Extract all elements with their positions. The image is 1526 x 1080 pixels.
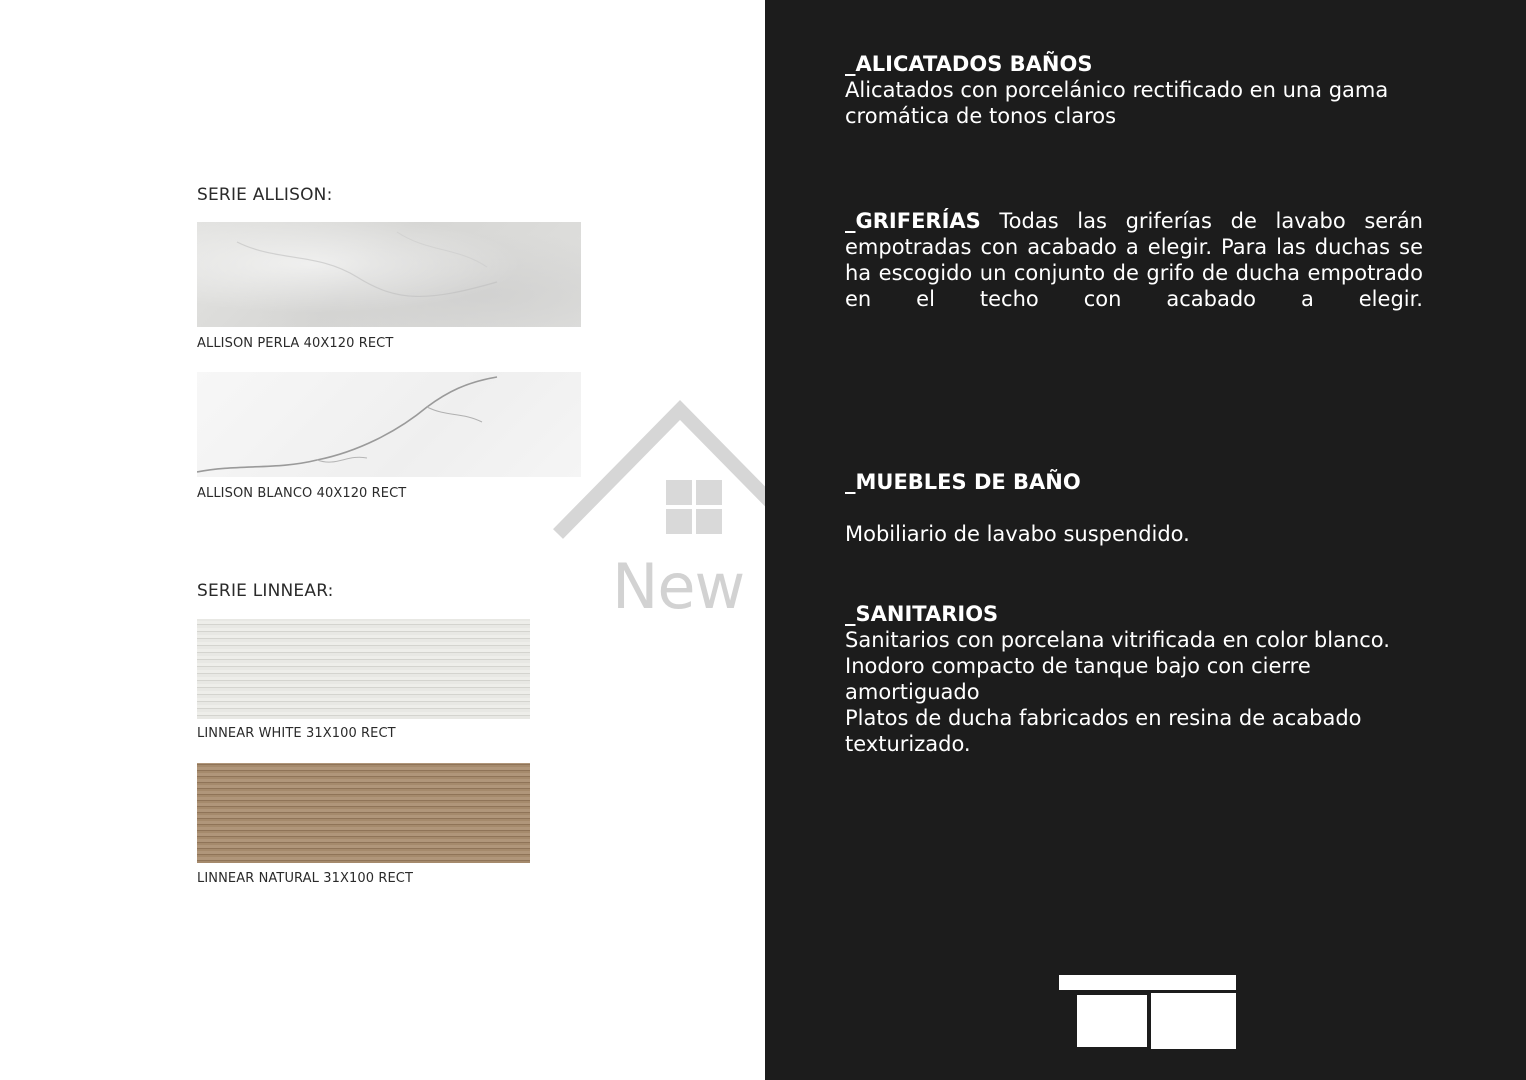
watermark-text: New	[612, 550, 745, 620]
house-roof-icon	[550, 400, 765, 540]
section-title: _ALICATADOS BAÑOS	[845, 52, 1093, 76]
section-line: Platos de ducha fabricados en resina de acabado texturizado.	[845, 706, 1362, 756]
tile-swatch-allison-blanco	[197, 372, 581, 477]
tile-caption-allison-perla: ALLISON PERLA 40X120 RECT	[197, 336, 394, 351]
tile-swatch-linnear-natural	[197, 763, 530, 863]
section-body: Todas las griferías de lavabo serán empotradas con acabado a elegir. Para las duchas se ha escogido un conjunto de grifo de ducha empotrado en el techo con acabado a elegir.	[845, 209, 1423, 311]
section-sanitarios	[845, 601, 1423, 757]
section-muebles	[845, 469, 1423, 547]
window-icon	[666, 480, 724, 536]
watermark	[550, 400, 765, 620]
brand-logo	[1059, 975, 1236, 1049]
section-alicatados	[845, 51, 1423, 129]
series-title-allison: SERIE ALLISON:	[197, 185, 333, 205]
marble-vein-pattern	[197, 222, 581, 327]
section-title: _GRIFERÍAS	[845, 209, 981, 233]
tile-swatch-linnear-white	[197, 619, 530, 719]
section-griferias	[845, 208, 1423, 338]
section-body: Mobiliario de lavabo suspendido.	[845, 522, 1190, 546]
section-line: Sanitarios con porcelana vitrificada en color blanco.	[845, 628, 1390, 652]
series-title-linnear: SERIE LINNEAR:	[197, 581, 334, 601]
section-line: Inodoro compacto de tanque bajo con cierre amortiguado	[845, 654, 1311, 704]
tile-swatch-allison-perla	[197, 222, 581, 327]
section-title: _SANITARIOS	[845, 602, 999, 626]
marble-vein-pattern	[197, 372, 581, 477]
tile-caption-linnear-white: LINNEAR WHITE 31X100 RECT	[197, 726, 396, 741]
section-body: Alicatados con porcelánico rectificado en una gama cromática de tonos claros	[845, 78, 1389, 128]
section-title: _MUEBLES DE BAÑO	[845, 470, 1081, 494]
tile-caption-linnear-natural: LINNEAR NATURAL 31X100 RECT	[197, 871, 413, 886]
tile-caption-allison-blanco: ALLISON BLANCO 40X120 RECT	[197, 486, 407, 501]
